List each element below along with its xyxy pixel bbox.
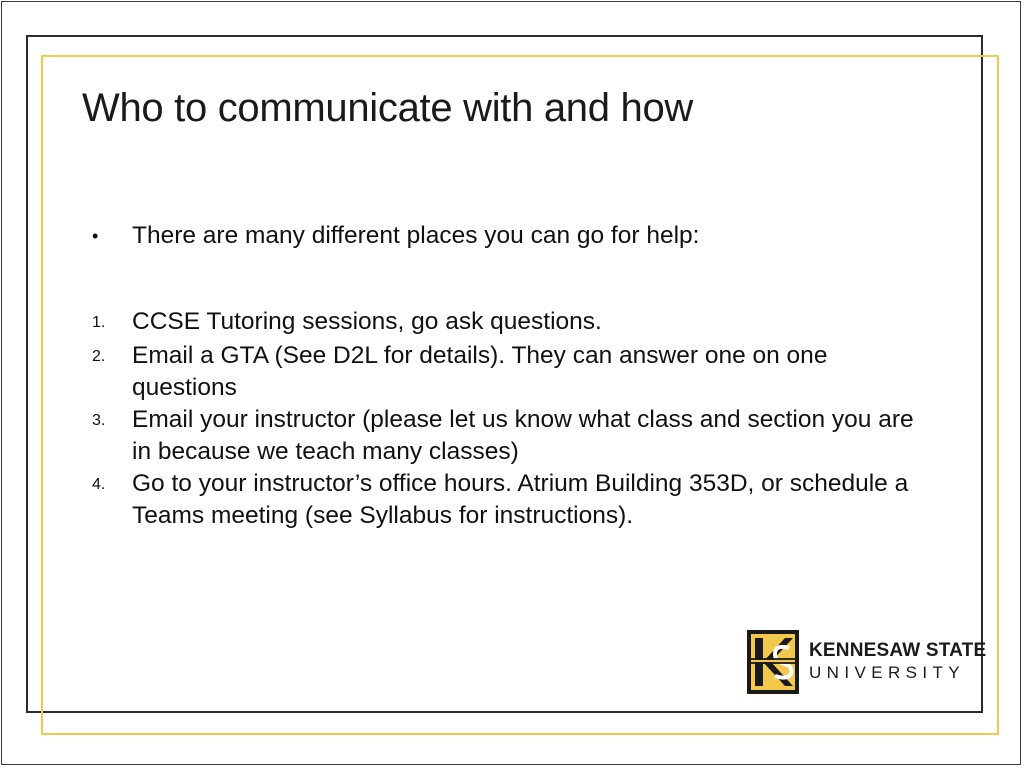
slide-title: Who to communicate with and how <box>82 86 693 130</box>
ksu-monogram-icon <box>745 626 801 698</box>
logo-line-2: UNIVERSITY <box>809 663 966 682</box>
bullet-item <box>92 220 922 252</box>
list-item <box>92 468 922 532</box>
list-item-number: 4. <box>92 476 106 493</box>
list-item-text: Email your instructor (please let us know what class and section you are in because we teach many classes) <box>132 406 914 465</box>
numbered-list <box>92 306 922 532</box>
list-item-number: 3. <box>92 412 106 429</box>
bullet-text: There are many different places you can go for help: <box>132 222 700 249</box>
university-logo <box>745 626 986 698</box>
slide-content <box>92 220 922 532</box>
list-item <box>92 404 922 468</box>
logo-wordmark <box>809 640 986 684</box>
list-item <box>92 340 922 404</box>
list-item-text: CCSE Tutoring sessions, go ask questions. <box>132 308 602 335</box>
list-item-text: Go to your instructor’s office hours. Atrium Building 353D, or schedule a Teams meeting (see Syllabus for instructions). <box>132 470 909 529</box>
list-item-number: 2. <box>92 348 106 365</box>
list-item <box>92 306 922 340</box>
logo-line-1: KENNESAW STATE <box>809 640 987 661</box>
bullet-marker: • <box>92 226 99 246</box>
list-item-number: 1. <box>92 314 106 331</box>
list-item-text: Email a GTA (See D2L for details). They can answer one on one questions <box>132 342 828 401</box>
